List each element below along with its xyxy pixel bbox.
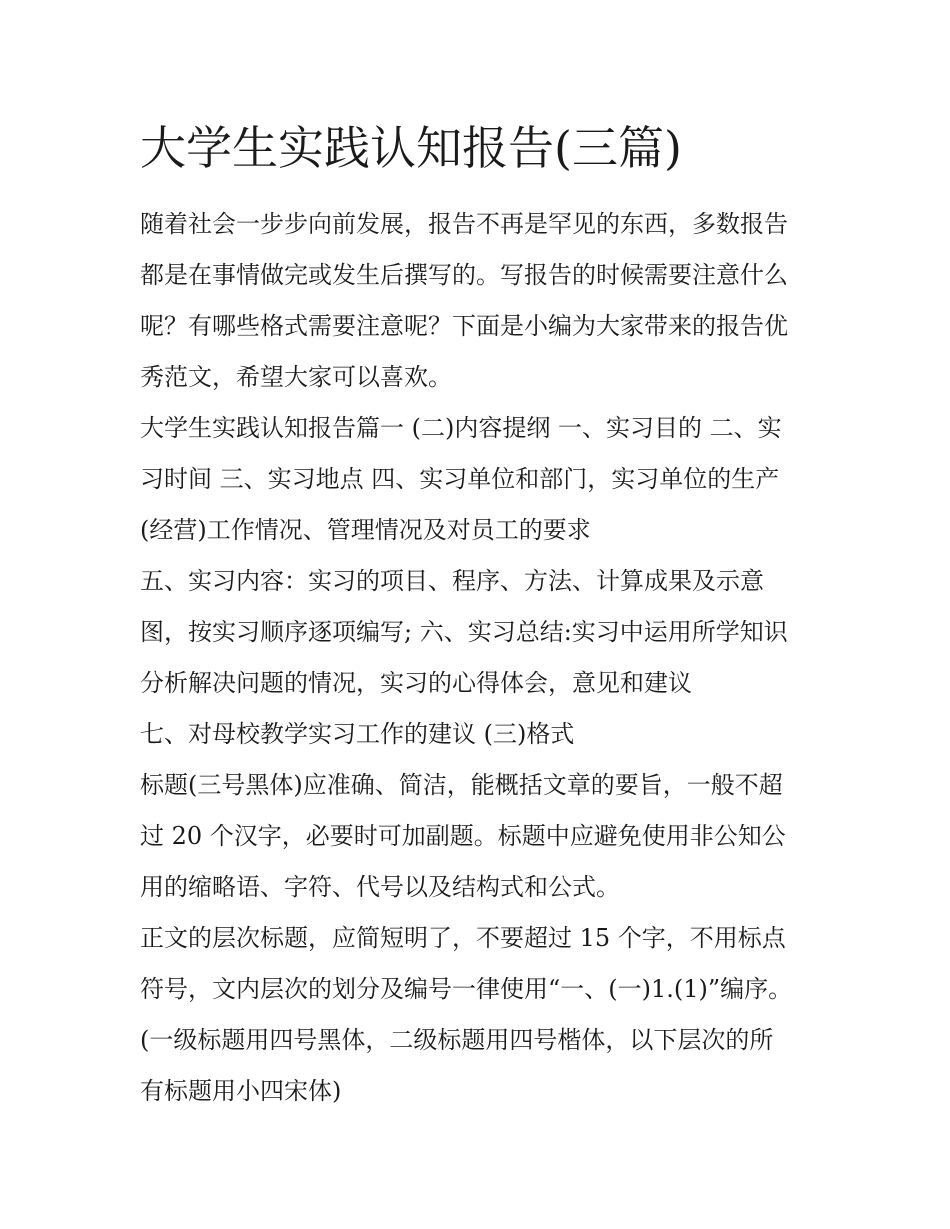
text-line: 都是在事情做完或发生后撰写的。写报告的时候需要注意什么 bbox=[140, 261, 788, 289]
text-line: 正文的层次标题，应简短明了，不要超过 15 个字，不用标点 bbox=[140, 924, 786, 952]
text-line: 分析解决问题的情况，实习的心得体会，意见和建议 bbox=[140, 669, 692, 697]
text-line: (一级标题用四号黑体，二级标题用四号楷体，以下层次的所 bbox=[140, 1026, 774, 1054]
document-title: 大学生实践认知报告(三篇) bbox=[140, 121, 682, 175]
text-line: 用的缩略语、字符、代号以及结构式和公式。 bbox=[140, 873, 620, 901]
text-line: 有标题用小四宋体) bbox=[140, 1077, 342, 1105]
text-line: 呢？有哪些格式需要注意呢？下面是小编为大家带来的报告优 bbox=[140, 312, 788, 340]
text-line: (经营)工作情况、管理情况及对员工的要求 bbox=[140, 516, 591, 544]
text-line: 图，按实习顺序逐项编写; 六、实习总结:实习中运用所学知识 bbox=[140, 618, 788, 646]
text-line: 过 20 个汉字，必要时可加副题。标题中应避免使用非公知公 bbox=[140, 822, 786, 850]
text-line: 秀范文，希望大家可以喜欢。 bbox=[140, 363, 452, 391]
text-line: 五、实习内容：实习的项目、程序、方法、计算成果及示意 bbox=[140, 567, 764, 595]
text-line: 习时间 三、实习地点 四、实习单位和部门，实习单位的生产 bbox=[140, 465, 780, 493]
text-line: 大学生实践认知报告篇一 (二)内容提纲 一、实习目的 二、实 bbox=[140, 414, 782, 442]
text-line: 标题(三号黑体)应准确、简洁，能概括文章的要旨，一般不超 bbox=[140, 771, 783, 799]
text-line: 七、对母校教学实习工作的建议 (三)格式 bbox=[140, 720, 575, 748]
text-line: 随着社会一步步向前发展，报告不再是罕见的东西，多数报告 bbox=[140, 210, 788, 238]
document-body bbox=[140, 199, 812, 1117]
text-line: 符号，文内层次的划分及编号一律使用“一、(一)1.(1)”编序。 bbox=[140, 975, 793, 1003]
